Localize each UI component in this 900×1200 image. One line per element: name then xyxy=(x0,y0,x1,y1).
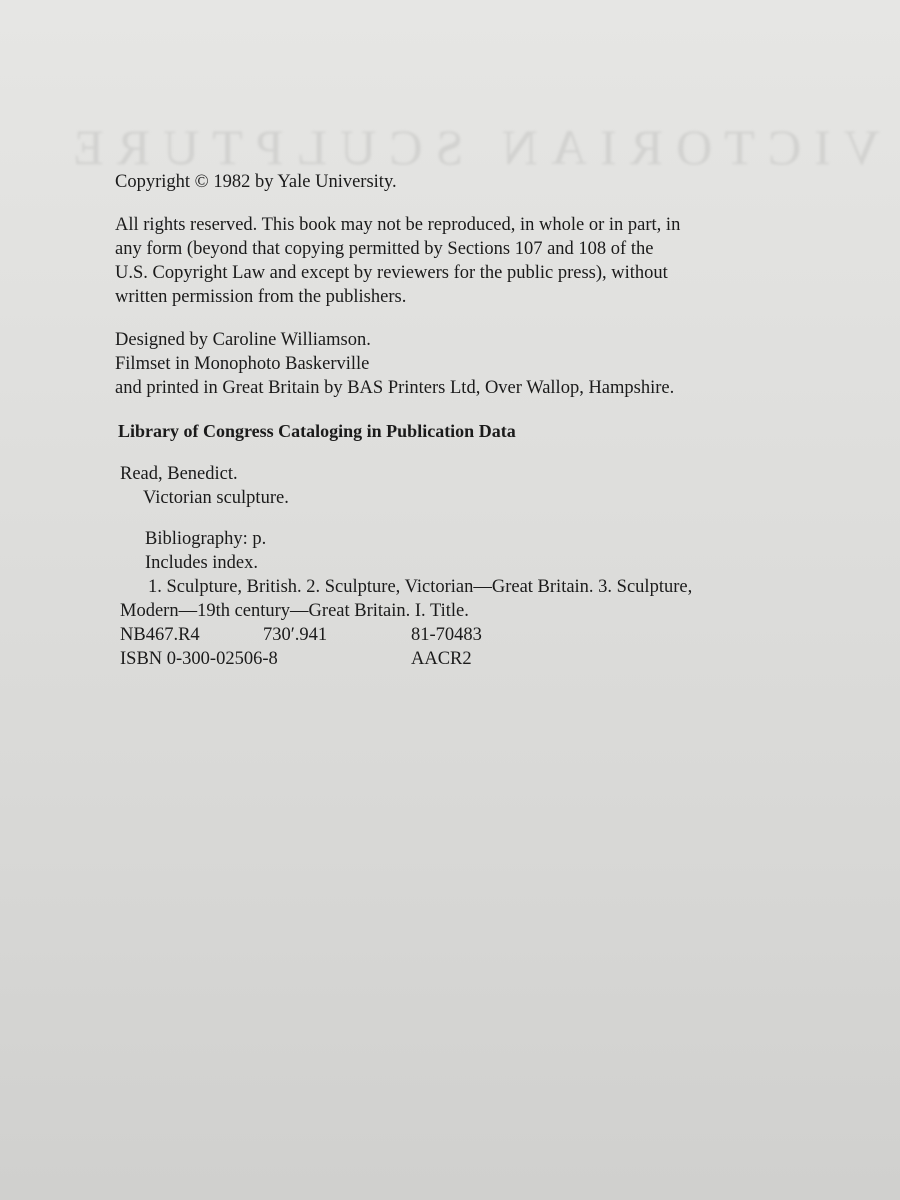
cip-title: Victorian sculpture. xyxy=(143,488,289,508)
cip-subjects-line: Modern—19th century—Great Britain. I. Title. xyxy=(120,601,469,621)
production-credits xyxy=(115,328,815,400)
rights-paragraph xyxy=(115,213,815,309)
designer-line: Designed by Caroline Williamson. xyxy=(115,330,371,350)
rights-line: any form (beyond that copying permitted by Sections 107 and 108 of the xyxy=(115,239,654,259)
rights-line: U.S. Copyright Law and except by reviewers for the public press), without xyxy=(115,263,668,283)
copyright-line: Copyright © 1982 by Yale University. xyxy=(115,172,397,192)
cip-dewey: 730′.941 xyxy=(263,625,328,645)
cip-index: Includes index. xyxy=(145,553,259,573)
rights-line: All rights reserved. This book may not be reproduced, in whole or in part, in xyxy=(115,215,681,235)
printer-line: and printed in Great Britain by BAS Printers Ltd, Over Wallop, Hampshire. xyxy=(115,378,675,398)
cip-record xyxy=(120,462,815,671)
filmset-line: Filmset in Monophoto Baskerville xyxy=(115,354,370,374)
copyright-text-block xyxy=(115,170,815,671)
cip-rules: AACR2 xyxy=(411,649,472,669)
cip-lccn: 81-70483 xyxy=(411,625,482,645)
cip-classification-row xyxy=(120,623,815,647)
bleed-through-title: VICTORIAN SCULPTURE xyxy=(60,119,880,175)
cip-isbn: ISBN 0-300-02506-8 xyxy=(120,649,278,669)
cip-subjects-line: 1. Sculpture, British. 2. Sculpture, Victorian—Great Britain. 3. Sculpture, xyxy=(148,577,693,597)
rights-line: written permission from the publishers. xyxy=(115,287,407,307)
cip-heading: Library of Congress Cataloging in Publication Data xyxy=(118,421,516,441)
cip-bibliography: Bibliography: p. xyxy=(145,529,267,549)
cip-call-number: NB467.R4 xyxy=(120,625,200,645)
cip-isbn-row xyxy=(120,647,815,671)
cip-author: Read, Benedict. xyxy=(120,464,238,484)
